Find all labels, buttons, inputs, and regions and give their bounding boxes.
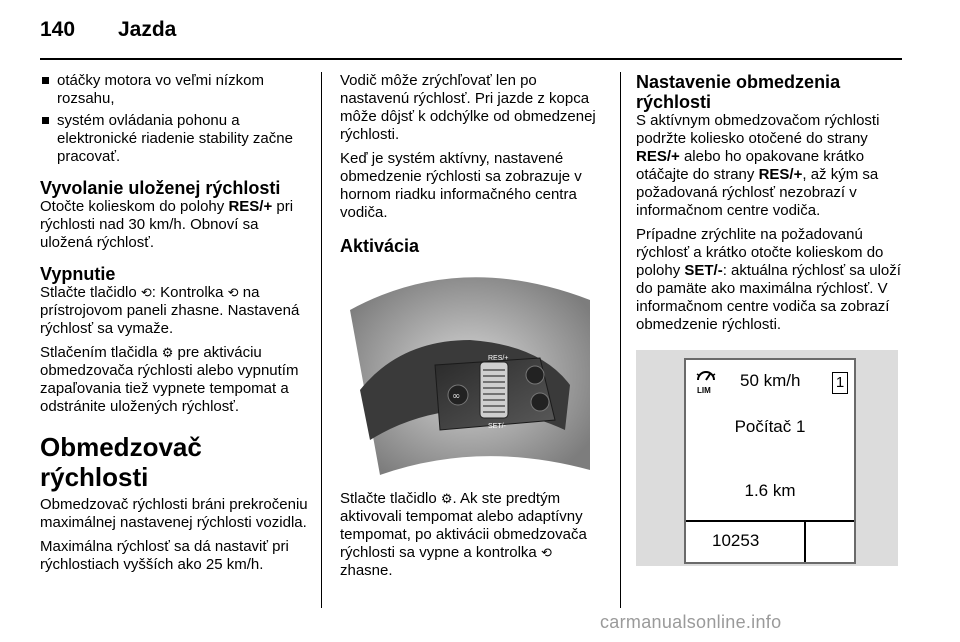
svg-text:LIM: LIM xyxy=(697,386,711,395)
speed-limiter-icon: ⚙ xyxy=(161,345,174,360)
limiter-text-2: Maximálna rýchlosť sa dá nastaviť pri rýchlostiach vyšších ako 25 km/h. xyxy=(40,538,289,573)
speed-limiter-icon: ⚙ xyxy=(440,491,453,506)
gear-indicator: 1 xyxy=(832,372,848,394)
recall-text: Otočte kolieskom do polohy RES/+ pri rýchlosti nad 30 km/h. Obnoví sa uložená rýchlosť. xyxy=(40,198,294,251)
driver-info-display xyxy=(636,350,898,566)
column-2 xyxy=(340,72,608,586)
paragraph: Keď je systém aktívny, nastavené obmedzenie rýchlosti sa zobrazuje v hornom riadku informačného centra vodiča. xyxy=(340,150,582,221)
paragraph: Vodič môže zrýchľovať len po nastavenú rýchlosť. Pri jazde z kopca môže dôjsť k odchýlke od obmedzenej rýchlosti. xyxy=(340,72,596,143)
set-label: SET/- xyxy=(488,423,506,430)
column-divider xyxy=(321,72,322,608)
display-screen xyxy=(684,358,856,564)
activation-heading: Aktivácia xyxy=(340,236,420,256)
res-label: RES/+ xyxy=(488,355,509,362)
header-rule xyxy=(40,58,902,60)
off-text-2: Stlačením tlačidla ⚙ pre aktiváciu obmedzovača rýchlosti alebo vypnutím zapaľovania tiež vypnete tempomat a odstránite uložených rýchlosť. xyxy=(40,344,299,415)
list-item: otáčky motora vo veľmi nízkom rozsahu, xyxy=(40,72,308,108)
trip-computer-label: Počítač 1 xyxy=(734,417,806,436)
speed-limiter-icon xyxy=(694,368,718,396)
trip-distance: 1.6 km xyxy=(744,481,796,500)
odometer: 10253 xyxy=(712,531,760,550)
list-item: systém ovládania pohonu a elektronické riadenie stability začne pracovať. xyxy=(40,112,308,166)
recall-heading: Vyvolanie uloženej rýchlosti xyxy=(40,178,281,198)
steering-wheel-illustration xyxy=(340,270,600,480)
svg-text:∞: ∞ xyxy=(452,391,461,402)
cruise-control-icon: ⟲ xyxy=(140,285,152,300)
paragraph: Prípadne zrýchlite na požadovanú rýchlosť a krátko otočte kolieskom do polohy SET/-: aktuálna rýchlosť sa uloží do pamäte ako maximálna rýchlosť. V informačnom centre vodiča sa zobrazí obmedzenie rýchlosti. xyxy=(636,226,901,333)
column-3 xyxy=(636,72,906,566)
column-1 xyxy=(40,72,308,580)
cruise-control-icon: ⟲ xyxy=(227,285,239,300)
chapter-title: Jazda xyxy=(118,18,177,41)
page-number: 140 xyxy=(40,18,76,41)
column-divider xyxy=(620,72,621,608)
off-text: Stlačte tlačidlo ⟲: Kontrolka ⟲ na prístrojovom paneli zhasne. Nastavená rýchlosť sa vymaže. xyxy=(40,284,300,337)
setting-heading: Nastavenie obmedzenia rýchlosti xyxy=(636,72,841,112)
limiter-text: Obmedzovač rýchlosti bráni prekročeniu maximálnej nastavenej rýchlosti vozidla. xyxy=(40,496,308,531)
off-heading: Vypnutie xyxy=(40,264,116,284)
speed-limit-value: 50 km/h xyxy=(740,371,801,390)
paragraph: Stlačte tlačidlo ⚙. Ak ste predtým aktivovali tempomat alebo adaptívny tempomat, po aktivácii obmedzovača rýchlosti sa vypne a kontrolka ⟲ zhasne. xyxy=(340,490,587,579)
watermark: carmanualsonline.info xyxy=(600,612,782,632)
section-heading: Obmedzovač rýchlosti xyxy=(40,432,202,492)
page-header xyxy=(40,12,920,52)
paragraph: S aktívnym obmedzovačom rýchlosti podržte koliesko otočené do strany RES/+ alebo ho opakovane krátko otáčajte do strany RES/+, až kým sa požadovaná rýchlosť nezobrazí v informačnom centre vodiča. xyxy=(636,112,880,219)
cruise-control-icon: ⟲ xyxy=(540,545,552,560)
